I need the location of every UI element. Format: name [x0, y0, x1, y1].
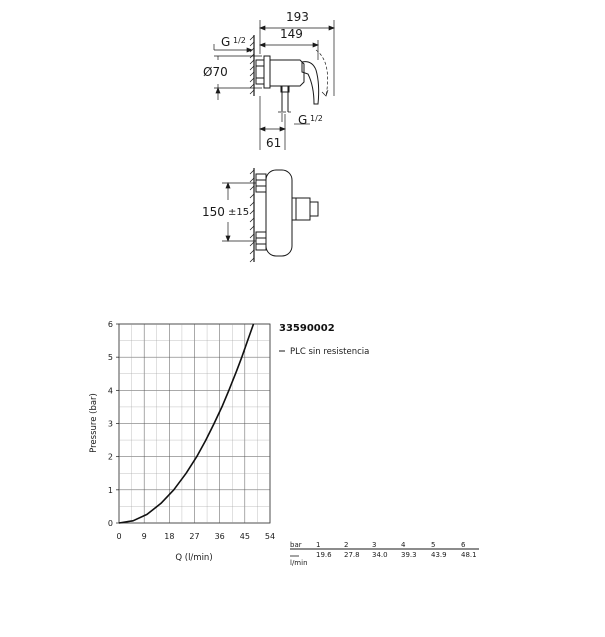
legend-series-label: PLC sin resistencia [290, 347, 370, 357]
dim-outlet-thread: G [298, 113, 308, 127]
dim-body-width: 149 [280, 27, 303, 41]
table-flow-value: 48.1 [461, 551, 477, 559]
y-axis-label: Pressure (bar) [89, 393, 99, 453]
table-row-unit: l/min [290, 559, 308, 567]
table-bar-value: 3 [372, 541, 377, 549]
dim-centers-tolerance: ±15 [228, 207, 250, 218]
dim-outlet-thread-frac: 1/2 [310, 114, 323, 123]
flow-table [290, 541, 479, 567]
x-tick-label: 9 [141, 532, 147, 541]
x-axis-label: Q (l/min) [175, 553, 213, 563]
table-flow-value: 27.8 [344, 551, 360, 559]
dim-overall-width: 193 [286, 10, 309, 24]
front-view-drawing [250, 168, 318, 262]
x-tick-label: 18 [164, 532, 175, 541]
x-tick-label: 45 [239, 532, 250, 541]
table-header-unit: bar [290, 541, 302, 549]
table-bar-value: 6 [461, 541, 466, 549]
table-flow-value: 39.3 [401, 551, 417, 559]
chart-grid [116, 324, 270, 523]
table-flow-value: 34.0 [372, 551, 388, 559]
y-tick-label: 4 [107, 386, 113, 396]
y-tick-label: 2 [107, 452, 113, 462]
y-tick-label: 5 [107, 353, 113, 363]
x-tick-label: 0 [116, 532, 122, 541]
table-flow-value: 19.6 [316, 551, 332, 559]
product-code: 33590002 [279, 323, 335, 334]
x-tick-label: 27 [189, 532, 200, 541]
y-tick-label: 0 [107, 519, 113, 528]
table-bar-value: 4 [401, 541, 406, 549]
side-view-dimensions [214, 20, 334, 150]
x-tick-label: 54 [264, 532, 276, 541]
y-tick-labels [108, 320, 113, 528]
x-tick-label: 36 [214, 532, 225, 541]
x-tick-labels [116, 532, 275, 541]
dim-inlet-thread-frac: 1/2 [233, 36, 246, 45]
table-flow-value: 43.9 [431, 551, 447, 559]
table-bar-value: 1 [316, 541, 321, 549]
side-view-drawing [250, 35, 328, 112]
y-tick-label: 1 [107, 485, 113, 495]
table-bar-value: 2 [344, 541, 349, 549]
table-bar-value: 5 [431, 541, 436, 549]
dim-inlet-thread: G [221, 35, 231, 49]
y-tick-label: 3 [107, 419, 113, 429]
flow-chart [89, 320, 275, 563]
y-tick-label: 6 [107, 320, 113, 329]
dim-wall-offset: 61 [266, 136, 282, 150]
dim-diameter: Ø70 [203, 65, 228, 79]
dim-centers: 150 [202, 205, 225, 219]
